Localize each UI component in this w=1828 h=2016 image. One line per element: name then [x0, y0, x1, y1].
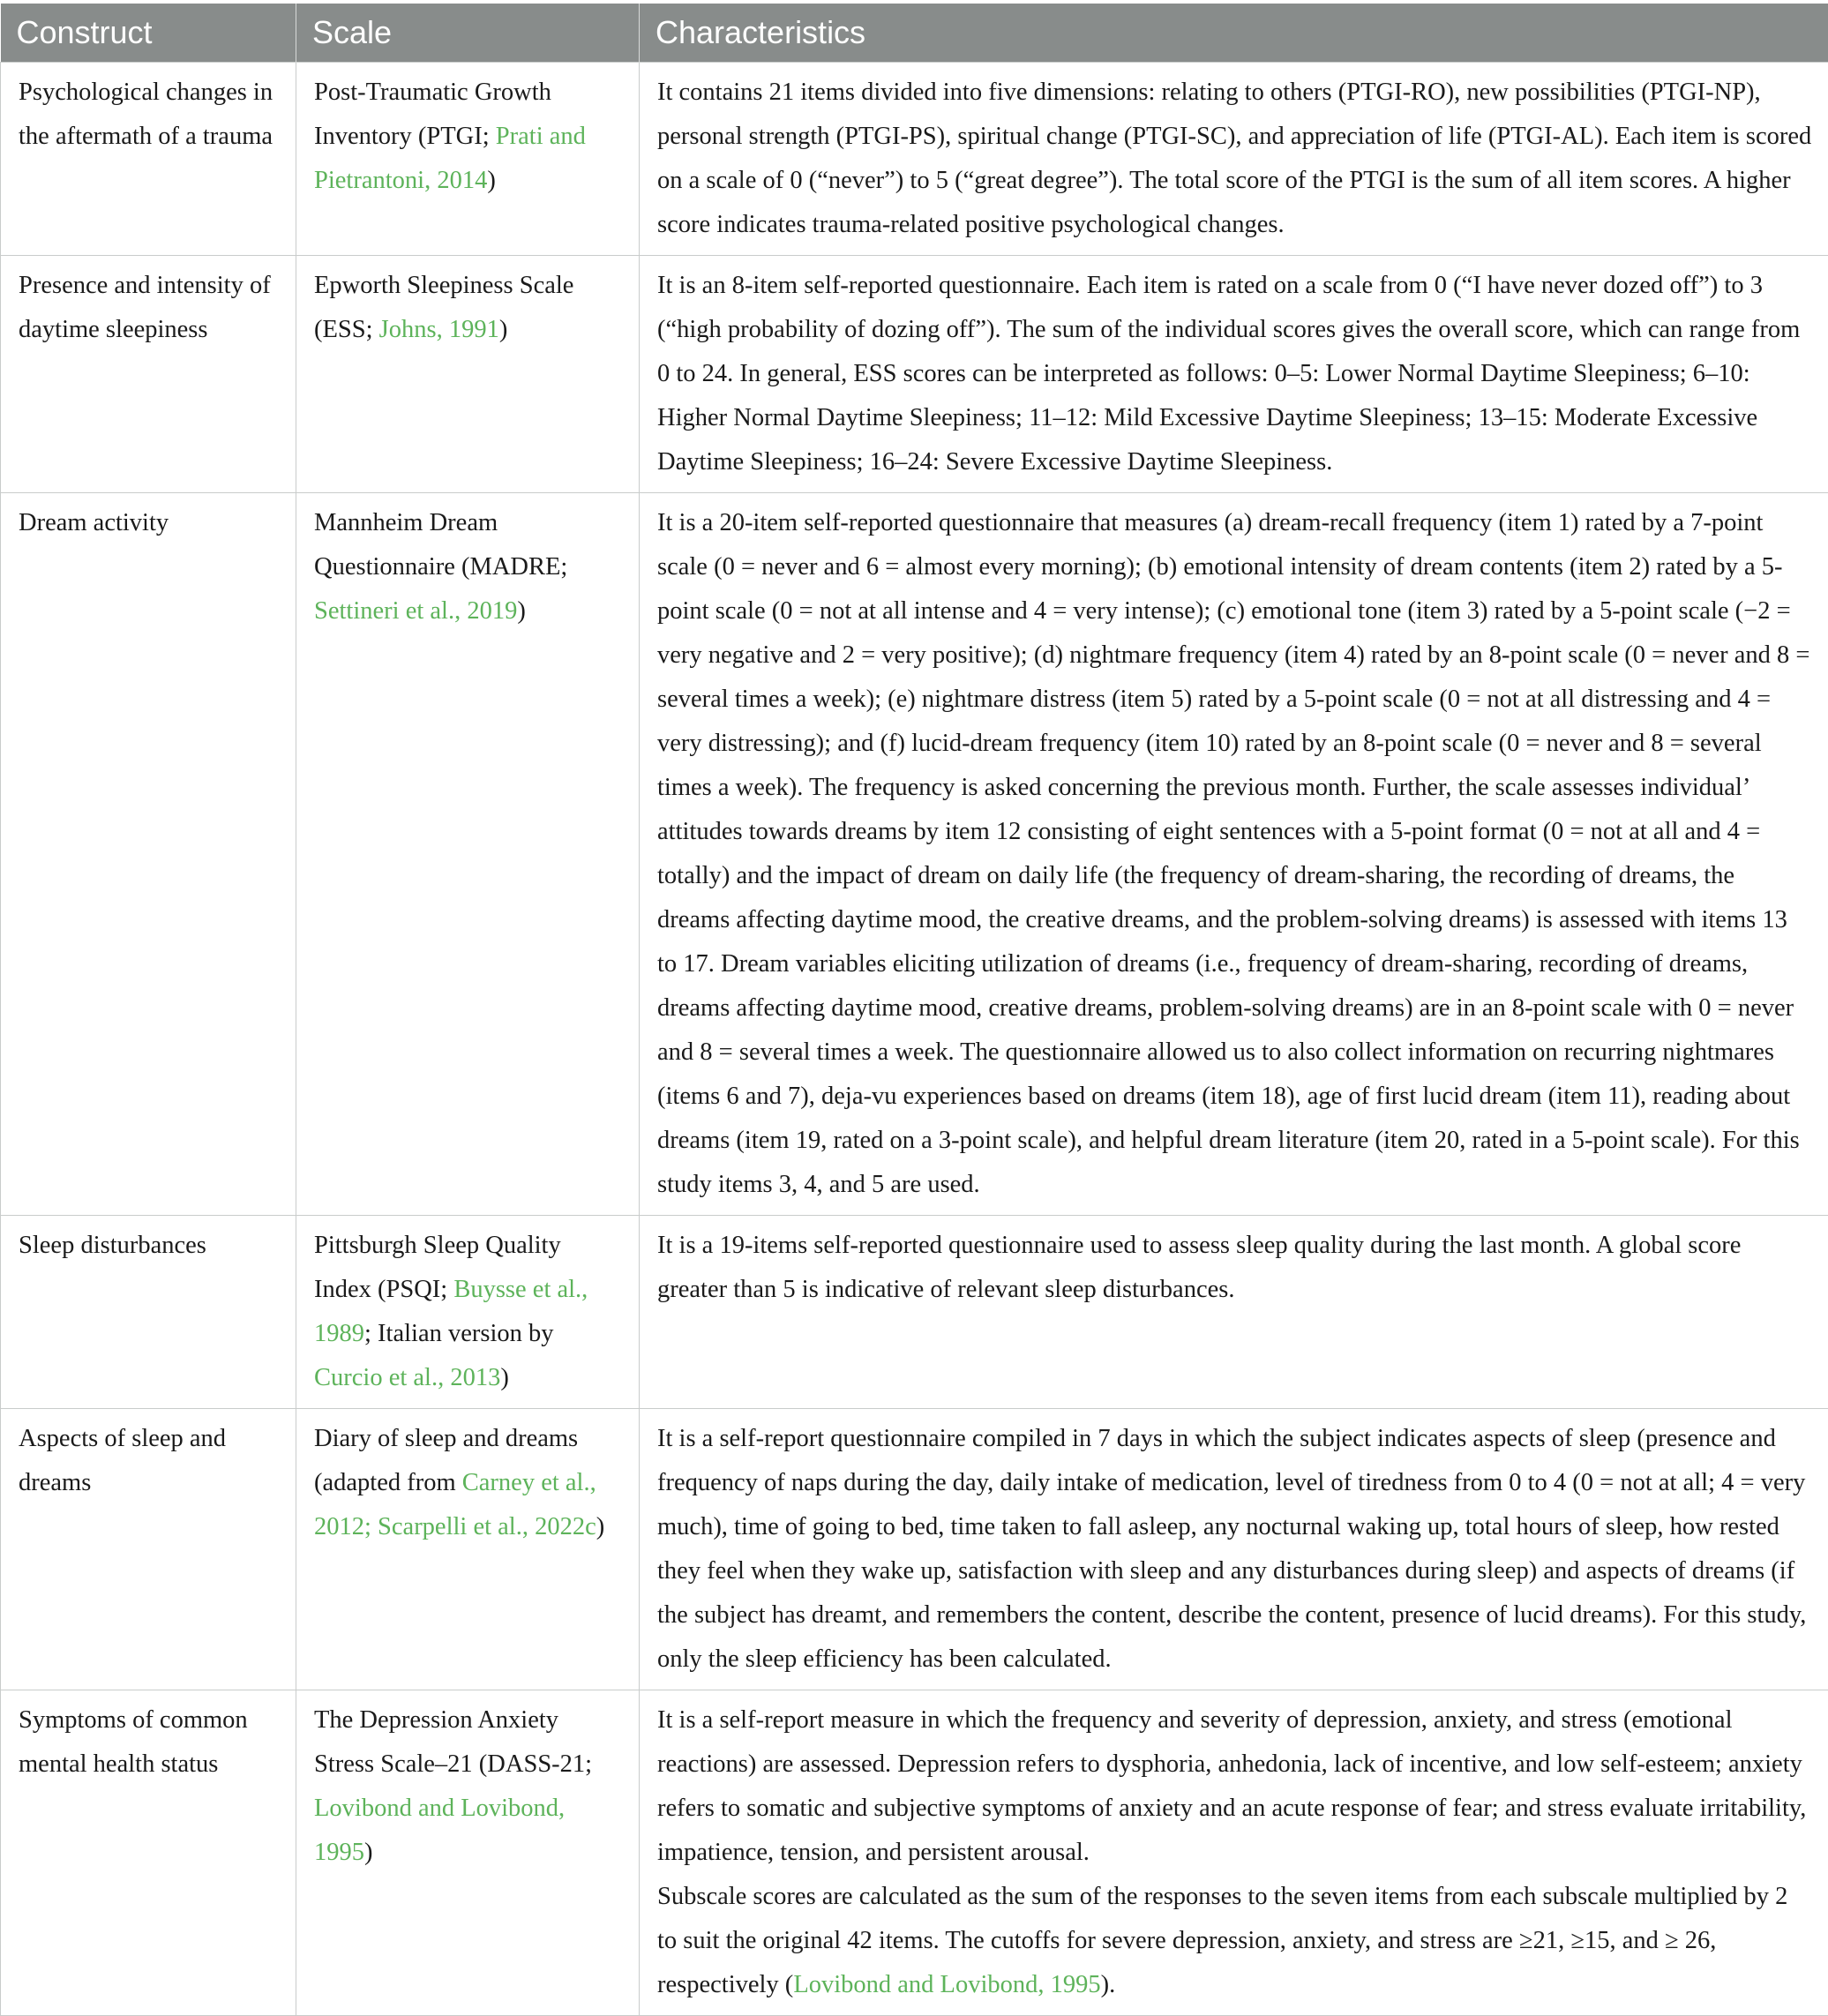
table-row	[1, 256, 1828, 493]
table-row	[1, 1216, 1828, 1409]
scale-cell	[296, 1409, 640, 1690]
characteristics-cell	[640, 1690, 1828, 2016]
characteristics-paragraph: It is a self-report measure in which the frequency and severity of depression, anxiety, and stress (emotional reactions) are assessed. Depression refers to dysphoria, anhedonia, lack of incentive, and low self-esteem; anxiety refers to somatic and subjective symptoms of anxiety and an acute response of fear; and stress evaluate irritability, impatience, tension, and persistent arousal.	[657, 1698, 1812, 1875]
table-row	[1, 493, 1828, 1216]
scale-text: Epworth Sleepiness Scale (ESS;	[314, 272, 573, 343]
construct-cell: Sleep disturbances	[1, 1216, 296, 1409]
reference-link[interactable]: Lovibond and Lovibond, 1995	[793, 1971, 1100, 1998]
construct-cell: Presence and intensity of daytime sleepiness	[1, 256, 296, 493]
scale-text-end: )	[499, 316, 508, 343]
scale-text-mid: ; Italian version by	[364, 1320, 554, 1347]
header-row	[1, 4, 1828, 63]
characteristics-cell: It is an 8-item self-reported questionnaire. Each item is rated on a scale from 0 (“I have never dozed off”) to 3 (“high probability of dozing off”). The sum of the individual scores gives the overall score, which can range from 0 to 24. In general, ESS scores can be interpreted as follows: 0–5: Lower Normal Daytime Sleepiness; 6–10: Higher Normal Daytime Sleepiness; 11–12: Mild Excessive Daytime Sleepiness; 13–15: Moderate Excessive Daytime Sleepiness; 16–24: Severe Excessive Daytime Sleepiness.	[640, 256, 1828, 493]
reference-link[interactable]: Carney et al., 2012; Scarpelli et al., 2022c	[314, 1469, 596, 1540]
scale-text: The Depression Anxiety Stress Scale–21 (DASS-21;	[314, 1706, 592, 1778]
scale-text-end: )	[364, 1839, 373, 1866]
table-row	[1, 63, 1828, 256]
scale-text: Pittsburgh Sleep Quality Index (PSQI;	[314, 1232, 561, 1303]
scale-text-end: )	[500, 1364, 509, 1391]
header-characteristics: Characteristics	[640, 4, 1828, 63]
scale-text-end: )	[596, 1513, 605, 1540]
header-scale: Scale	[296, 4, 640, 63]
reference-link[interactable]: Settineri et al., 2019	[314, 597, 517, 625]
scale-text-end: )	[517, 597, 526, 625]
scale-cell	[296, 493, 640, 1216]
characteristics-cell: It is a self-report questionnaire compiled in 7 days in which the subject indicates aspects of sleep (presence and frequency of naps during the day, daily intake of medication, level of tiredness from 0 to 4 (0 = not at all; 4 = very much), time of going to bed, time taken to fall asleep, any nocturnal waking up, total hours of sleep, how rested they feel when they wake up, satisfaction with sleep and any disturbances during sleep) and aspects of dreams (if the subject has dreamt, and remembers the content, describe the content, presence of lucid dreams). For this study, only the sleep efficiency has been calculated.	[640, 1409, 1828, 1690]
reference-link[interactable]: Johns, 1991	[379, 316, 499, 343]
scale-cell	[296, 1216, 640, 1409]
table-row	[1, 1690, 1828, 2016]
reference-link[interactable]: Prati and Pietrantoni, 2014	[314, 123, 586, 194]
reference-link-2[interactable]: Curcio et al., 2013	[314, 1364, 500, 1391]
construct-cell: Symptoms of common mental health status	[1, 1690, 296, 2016]
characteristics-cell: It contains 21 items divided into five dimensions: relating to others (PTGI-RO), new possibilities (PTGI-NP), personal strength (PTGI-PS), spiritual change (PTGI-SC), and appreciation of life (PTGI-AL). Each item is scored on a scale of 0 (“never”) to 5 (“great degree”). The total score of the PTGI is the sum of all item scores. A higher score indicates trauma-related positive psychological changes.	[640, 63, 1828, 256]
table-row	[1, 1409, 1828, 1690]
header-construct: Construct	[1, 4, 296, 63]
scale-cell	[296, 63, 640, 256]
scale-cell	[296, 256, 640, 493]
characteristics-cell: It is a 20-item self-reported questionnaire that measures (a) dream-recall frequency (item 1) rated by a 7-point scale (0 = never and 6 = almost every morning); (b) emotional intensity of dream contents (item 2) rated by a 5-point scale (0 = not at all intense and 4 = very intense); (c) emotional tone (item 3) rated by a 5-point scale (−2 = very negative and 2 = very positive); (d) nightmare frequency (item 4) rated by an 8-point scale (0 = never and 8 = several times a week); (e) nightmare distress (item 5) rated by a 5-point scale (0 = not at all distressing and 4 = very distressing); and (f) lucid-dream frequency (item 10) rated by an 8-point scale (0 = never and 8 = several times a week). The frequency is asked concerning the previous month. Further, the scale assesses individual’ attitudes towards dreams by item 12 consisting of eight sentences with a 5-point format (0 = not at all and 4 = totally) and the impact of dream on daily life (the frequency of dream-sharing, the recording of dreams, the dreams affecting daytime mood, the creative dreams, and the problem-solving dreams) is assessed with items 13 to 17. Dream variables eliciting utilization of dreams (i.e., frequency of dream-sharing, recording of dreams, dreams affecting daytime mood, creative dreams, problem-solving dreams) are in an 8-point scale with 0 = never and 8 = several times a week. The questionnaire allowed us to also collect information on recurring nightmares (items 6 and 7), deja-vu experiences based on dreams (item 18), age of first lucid dream (item 11), reading about dreams (item 19, rated on a 3-point scale), and helpful dream literature (item 20, rated in a 5-point scale). For this study items 3, 4, and 5 are used.	[640, 493, 1828, 1216]
reference-link[interactable]: Buysse et al., 1989	[314, 1276, 588, 1347]
scale-text: Post-Traumatic Growth Inventory (PTGI;	[314, 79, 551, 150]
construct-cell: Aspects of sleep and dreams	[1, 1409, 296, 1690]
characteristics-text-end: ).	[1101, 1971, 1116, 1998]
scale-text-end: )	[487, 167, 496, 194]
scale-text: Mannheim Dream Questionnaire (MADRE;	[314, 509, 567, 581]
scale-cell	[296, 1690, 640, 2016]
construct-cell: Dream activity	[1, 493, 296, 1216]
reference-link[interactable]: Lovibond and Lovibond, 1995	[314, 1795, 565, 1866]
characteristics-cell: It is a 19-items self-reported questionnaire used to assess sleep quality during the last month. A global score greater than 5 is indicative of relevant sleep disturbances.	[640, 1216, 1828, 1409]
scale-text: Diary of sleep and dreams (adapted from	[314, 1425, 578, 1496]
characteristics-paragraph-2	[657, 1875, 1812, 2007]
construct-cell: Psychological changes in the aftermath of a trauma	[1, 63, 296, 256]
scales-table	[0, 4, 1828, 2016]
characteristics-text: Subscale scores are calculated as the sum of the responses to the seven items from each subscale multiplied by 2 to suit the original 42 items. The cutoffs for severe depression, anxiety, and stress are ≥21, ≥15, and ≥ 26, respectively (	[657, 1883, 1787, 1998]
